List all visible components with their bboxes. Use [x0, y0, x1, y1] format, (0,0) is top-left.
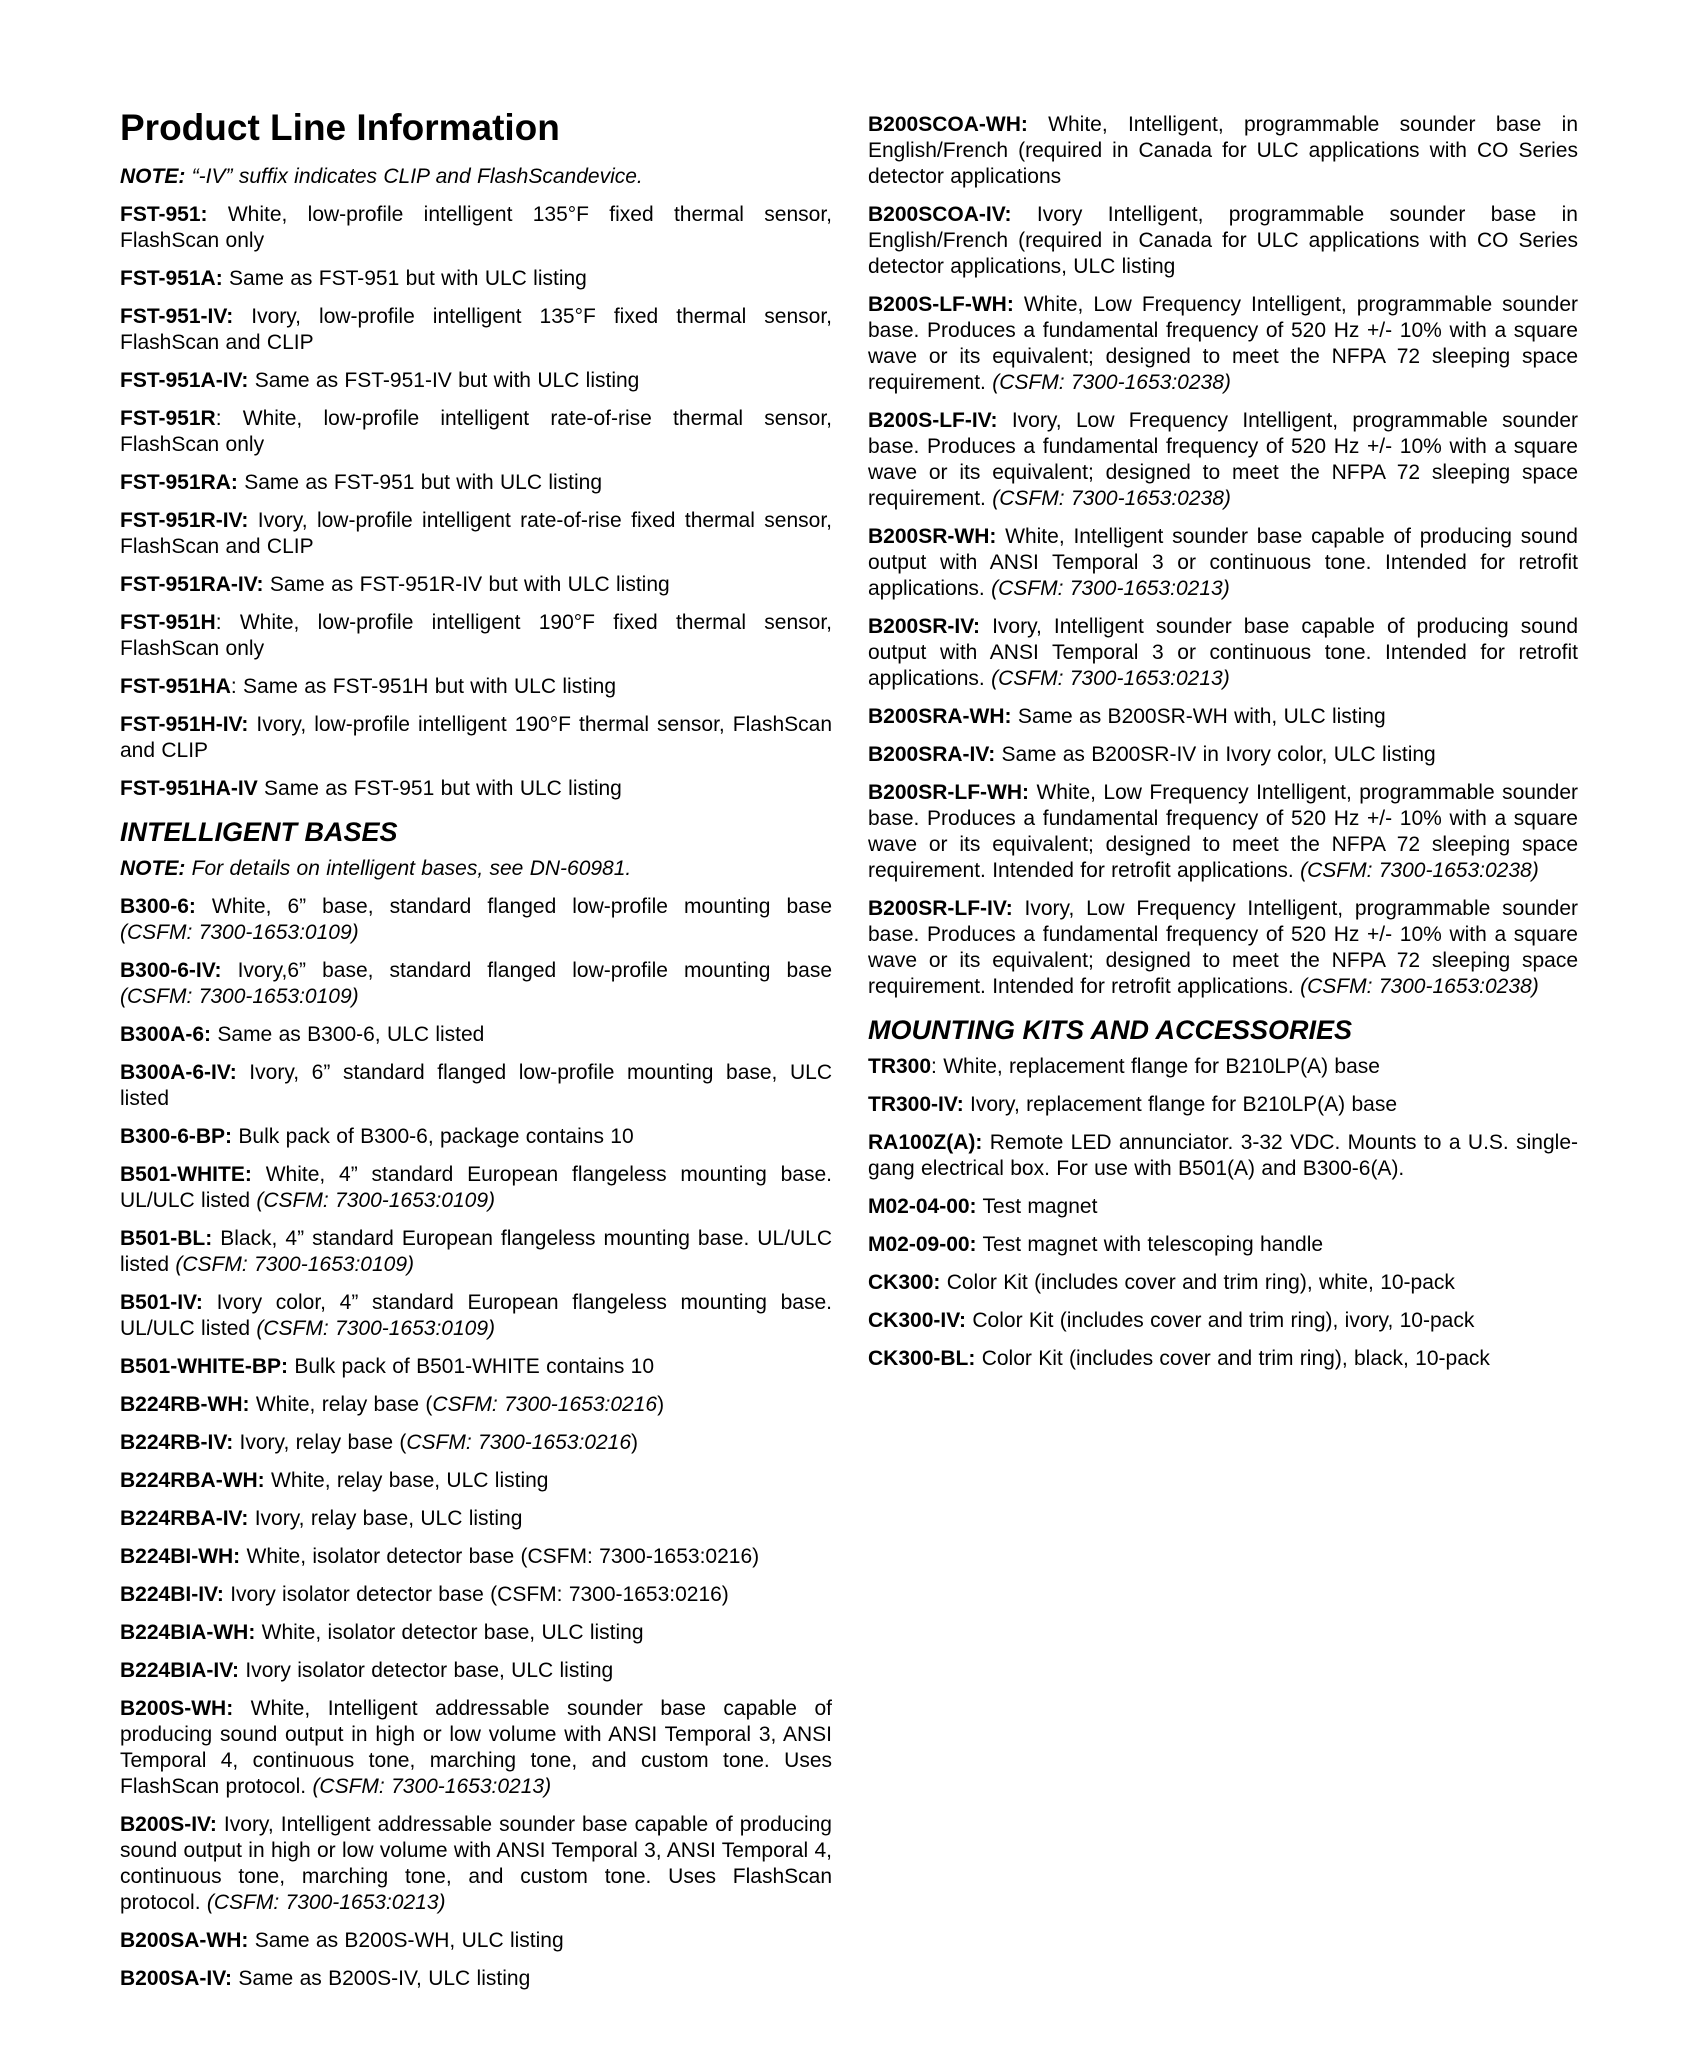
entry-label: B300-6-IV: [120, 959, 222, 982]
entry-label: B200S-WH: [120, 1697, 234, 1720]
entry-text: (CSFM: 7300-1653:0238) [1300, 859, 1539, 882]
product-entry [120, 958, 832, 1010]
entry-label: B300A-6-IV: [120, 1061, 237, 1084]
entry-text: (CSFM: 7300-1653:0213) [206, 1891, 446, 1914]
entry-label: TR300-IV: [868, 1093, 964, 1116]
entry-text: (CSFM: 7300-1653:0213) [991, 667, 1230, 690]
entry-text: ) [657, 1393, 665, 1416]
entry-label: M02-04-00: [868, 1195, 977, 1218]
entry-label: B200SR-LF-IV: [868, 897, 1013, 920]
entry-text: Ivory, Low Frequency Intelligent, programmable sounder base. Produces a fundamental frequency of 520 Hz +/- 10% with a square wave or its equivalent; designed to meet the NFPA 72 sleeping space requirement. [868, 409, 1578, 510]
entry-text: White, 6” base, standard flanged low-profile mounting base [195, 895, 832, 918]
entry-label: B200SA-IV: [120, 1967, 233, 1990]
entry-text: (CSFM: 7300-1653:0213) [312, 1775, 552, 1798]
product-entry [120, 610, 832, 662]
entry-text: Test magnet [976, 1195, 1098, 1218]
product-entry [120, 406, 832, 458]
entry-label: FST-951HA [120, 675, 231, 698]
entry-text: Ivory, Intelligent addressable sounder base capable of producing sound output in high or low volume with ANSI Temporal 3, ANSI Temporal 4, continuous tone, marching tone, and custom tone. Uses FlashScan protocol. [120, 1813, 832, 1914]
product-entry [120, 1468, 832, 1494]
entry-text: White, Low Frequency Intelligent, programmable sounder base. Produces a fundamental frequency of 520 Hz +/- 10% with a square wave or its equivalent; designed to meet the NFPA 72 sleeping space requirement. [868, 293, 1578, 394]
entry-label: B200S-IV: [120, 1813, 217, 1836]
entry-label: B224RBA-IV: [120, 1507, 249, 1530]
product-entry [120, 1506, 832, 1532]
product-entry [868, 1346, 1578, 1372]
entry-text: : White, low-profile intelligent 190°F fixed thermal sensor, FlashScan only [120, 611, 832, 660]
product-entry [120, 304, 832, 356]
entry-text: Bulk pack of B300-6, package contains 10 [232, 1125, 634, 1148]
note-entry [120, 164, 832, 190]
product-entry [868, 524, 1578, 602]
entry-label: FST-951R [120, 407, 216, 430]
entry-text: Test magnet with telescoping handle [976, 1233, 1324, 1256]
product-entry [868, 408, 1578, 512]
product-entry [868, 1270, 1578, 1296]
entry-text: Remote LED annunciator. 3-32 VDC. Mounts to a U.S. single-gang electrical box. For use with B501(A) and B300-6(A). [868, 1131, 1578, 1180]
product-entry [120, 1696, 832, 1800]
entry-text: White, Intelligent sounder base capable of producing sound output with ANSI Temporal 3 or continuous tone. Intended for retrofit applications. [868, 525, 1578, 600]
entry-label: B501-BL: [120, 1227, 213, 1250]
section-heading: MOUNTING KITS AND ACCESSORIES [868, 1015, 1353, 1045]
entry-text: : White, replacement flange for B210LP(A) base [931, 1055, 1380, 1078]
entry-text: Color Kit (includes cover and trim ring), white, 10-pack [940, 1271, 1455, 1294]
entry-label: B224BIA-IV: [120, 1659, 240, 1682]
entry-text: (CSFM: 7300-1653:0109) [175, 1253, 414, 1276]
entry-text: Black, 4” standard European flangeless mounting base. UL/ULC listed [120, 1227, 832, 1276]
entry-text: White, relay base, ULC listing [264, 1469, 549, 1492]
entry-label: B200S-LF-WH: [868, 293, 1014, 316]
entry-label: B200SR-LF-WH: [868, 781, 1029, 804]
entry-label: B200SR-WH: [868, 525, 997, 548]
product-entry [120, 1392, 832, 1418]
entry-text: Bulk pack of B501-WHITE contains 10 [288, 1355, 655, 1378]
entry-text: Same as B200SR-IV in Ivory color, ULC listing [995, 743, 1436, 766]
entry-text: White, relay base ( [249, 1393, 433, 1416]
entry-label: NOTE: [120, 165, 186, 188]
entry-text: Same as B200S-IV, ULC listing [232, 1967, 531, 1990]
entry-text: White, 4” standard European flangeless mounting base. UL/ULC listed [120, 1163, 832, 1212]
product-entry [120, 1544, 832, 1570]
product-entry [120, 266, 832, 292]
product-entry [868, 742, 1578, 768]
product-entry [120, 470, 832, 496]
product-entry [120, 1658, 832, 1684]
entry-text: (CSFM: 7300-1653:0109) [120, 985, 359, 1008]
entry-text: Same as FST-951 but with ULC listing [222, 267, 587, 290]
entry-label: CK300-BL: [868, 1347, 976, 1370]
product-entry [120, 1430, 832, 1456]
entry-label: FST-951RA: [120, 471, 238, 494]
entry-label: RA100Z(A): [868, 1131, 983, 1154]
product-entry [120, 368, 832, 394]
page-title: Product Line Information [120, 107, 560, 148]
product-entry [120, 1022, 832, 1048]
entry-label: FST-951RA-IV: [120, 573, 264, 596]
entry-text: White, isolator detector base, ULC listing [255, 1621, 644, 1644]
entry-label: CK300: [868, 1271, 941, 1294]
note-entry [120, 856, 832, 882]
entry-label: B224BI-IV: [120, 1583, 224, 1606]
product-entry [868, 202, 1578, 280]
entry-text: Same as B200S-WH, ULC listing [248, 1929, 564, 1952]
entry-label: B300-6-BP: [120, 1125, 233, 1148]
entry-text: Color Kit (includes cover and trim ring), black, 10-pack [975, 1347, 1490, 1370]
entry-text: White, Intelligent, programmable sounder base in English/French (required in Canada for ULC applications with CO Series detector applications [868, 113, 1578, 188]
entry-text: : Same as FST-951H but with ULC listing [230, 675, 617, 698]
product-entry [120, 1582, 832, 1608]
product-entry [868, 1130, 1578, 1182]
product-entry [868, 614, 1578, 692]
entry-text: Same as B200SR-WH with, ULC listing [1011, 705, 1386, 728]
entry-label: B200SRA-WH: [868, 705, 1012, 728]
entry-text: Color Kit (includes cover and trim ring), ivory, 10-pack [966, 1309, 1475, 1332]
entry-label: FST-951: [120, 203, 208, 226]
entry-text: Ivory, low-profile intelligent 190°F thermal sensor, FlashScan and CLIP [120, 713, 832, 762]
product-entry [120, 1226, 832, 1278]
entry-text: Ivory, low-profile intelligent 135°F fixed thermal sensor, FlashScan and CLIP [120, 305, 832, 354]
product-entry [120, 674, 832, 700]
entry-label: B224BI-WH: [120, 1545, 241, 1568]
entry-label: B300A-6: [120, 1023, 212, 1046]
entry-text: “-IV” suffix indicates CLIP and FlashScandevice. [185, 165, 643, 188]
entry-text: Ivory, low-profile intelligent rate-of-rise fixed thermal sensor, FlashScan and CLIP [120, 509, 832, 558]
product-entry [120, 1290, 832, 1342]
entry-text: White, Intelligent addressable sounder base capable of producing sound output in high or low volume with ANSI Temporal 3, ANSI Temporal 4, continuous tone, marching tone, and custom tone. Uses FlashScan protocol. [120, 1697, 832, 1798]
entry-label: B501-IV: [120, 1291, 203, 1314]
entry-label: B200SCOA-WH: [868, 113, 1028, 136]
entry-text: White, isolator detector base (CSFM: 7300-1653:0216) [240, 1545, 760, 1568]
entry-text: Ivory, replacement flange for B210LP(A) base [963, 1093, 1398, 1116]
entry-label: B501-WHITE-BP: [120, 1355, 289, 1378]
product-entry [120, 1966, 832, 1992]
entry-label: B200SRA-IV: [868, 743, 996, 766]
entry-text: Ivory, relay base ( [233, 1431, 407, 1454]
entry-text: (CSFM: 7300-1653:0238) [1300, 975, 1539, 998]
entry-label: B501-WHITE: [120, 1163, 252, 1186]
entry-label: B200S-LF-IV: [868, 409, 998, 432]
product-entry [868, 1194, 1578, 1220]
entry-text: White, Low Frequency Intelligent, programmable sounder base. Produces a fundamental frequency of 520 Hz +/- 10% with a square wave or its equivalent; designed to meet the NFPA 72 sleeping space requirement. Intended for retrofit applications. [868, 781, 1578, 882]
entry-label: FST-951H [120, 611, 216, 634]
product-entry [868, 112, 1578, 190]
entry-text: (CSFM: 7300-1653:0238) [992, 371, 1231, 394]
entry-text: (CSFM: 7300-1653:0109) [120, 921, 359, 944]
entry-text: For details on intelligent bases, see DN-60981. [185, 857, 632, 880]
product-entry [120, 508, 832, 560]
entry-text: White, low-profile intelligent 135°F fixed thermal sensor, FlashScan only [120, 203, 832, 252]
entry-text: Ivory isolator detector base, ULC listing [239, 1659, 614, 1682]
entry-text: Same as FST-951-IV but with ULC listing [248, 369, 640, 392]
entry-text: : White, low-profile intelligent rate-of-rise thermal sensor, FlashScan only [120, 407, 832, 456]
column-left [120, 106, 832, 2004]
entry-text: (CSFM: 7300-1653:0213) [991, 577, 1230, 600]
entry-label: FST-951H-IV: [120, 713, 249, 736]
entry-label: FST-951A: [120, 267, 223, 290]
entry-text: Ivory, 6” standard flanged low-profile mounting base, ULC listed [120, 1061, 832, 1110]
entry-text: Same as B300-6, ULC listed [211, 1023, 485, 1046]
product-entry [120, 1060, 832, 1112]
entry-label: B200SR-IV: [868, 615, 981, 638]
section-heading: INTELLIGENT BASES [120, 817, 398, 847]
entry-label: B224RBA-WH: [120, 1469, 265, 1492]
entry-label: TR300 [868, 1055, 932, 1078]
product-entry [120, 1928, 832, 1954]
product-entry [120, 202, 832, 254]
entry-label: B200SCOA-IV: [868, 203, 1012, 226]
entry-text: Ivory Intelligent, programmable sounder base in English/French (required in Canada for ULC applications with CO Series detector applications, ULC listing [868, 203, 1578, 278]
entry-text: (CSFM: 7300-1653:0238) [992, 487, 1231, 510]
product-entry [868, 896, 1578, 1000]
product-entry [120, 1124, 832, 1150]
product-entry [120, 1354, 832, 1380]
product-entry [868, 1308, 1578, 1334]
product-entry [120, 894, 832, 946]
entry-label: B224RB-IV: [120, 1431, 234, 1454]
entry-label: FST-951R-IV: [120, 509, 249, 532]
entry-text: CSFM: 7300-1653:0216 [406, 1431, 632, 1454]
product-entry [120, 712, 832, 764]
entry-label: NOTE: [120, 857, 186, 880]
entry-text: Same as FST-951 but with ULC listing [237, 471, 603, 494]
product-entry [868, 1092, 1578, 1118]
entry-label: B300-6: [120, 895, 196, 918]
entry-label: M02-09-00: [868, 1233, 977, 1256]
product-entry [868, 292, 1578, 396]
column-right [868, 112, 1578, 1384]
entry-label: FST-951-IV: [120, 305, 234, 328]
entry-text: (CSFM: 7300-1653:0109) [256, 1317, 496, 1340]
product-entry [868, 1232, 1578, 1258]
entry-text: Ivory color, 4” standard European flangeless mounting base. UL/ULC listed [120, 1291, 832, 1340]
entry-label: B200SA-WH: [120, 1929, 249, 1952]
product-entry [868, 704, 1578, 730]
entry-text: Ivory, relay base, ULC listing [248, 1507, 523, 1530]
entry-text: ) [631, 1431, 639, 1454]
entry-text: CSFM: 7300-1653:0216 [432, 1393, 658, 1416]
product-entry [120, 1620, 832, 1646]
product-entry [868, 1054, 1578, 1080]
entry-text: Same as FST-951 but with ULC listing [257, 777, 622, 800]
entry-label: FST-951A-IV: [120, 369, 249, 392]
product-entry [120, 572, 832, 598]
entry-text: Same as FST-951R-IV but with ULC listing [263, 573, 670, 596]
entry-text: (CSFM: 7300-1653:0109) [256, 1189, 496, 1212]
entry-text: Ivory, Low Frequency Intelligent, programmable sounder base. Produces a fundamental frequency of 520 Hz +/- 10% with a square wave or its equivalent; designed to meet the NFPA 72 sleeping space requirement. Intended for retrofit applications. [868, 897, 1578, 998]
entry-label: CK300-IV: [868, 1309, 967, 1332]
product-entry [120, 1812, 832, 1916]
entry-text: Ivory isolator detector base (CSFM: 7300-1653:0216) [223, 1583, 729, 1606]
entry-label: B224RB-WH: [120, 1393, 250, 1416]
entry-text: Ivory, Intelligent sounder base capable of producing sound output with ANSI Temporal 3 or continuous tone. Intended for retrofit applications. [868, 615, 1578, 690]
product-entry [120, 1162, 832, 1214]
product-entry [868, 780, 1578, 884]
entry-label: B224BIA-WH: [120, 1621, 256, 1644]
entry-text: Ivory,6” base, standard flanged low-profile mounting base [221, 959, 832, 982]
entry-label: FST-951HA-IV [120, 777, 258, 800]
product-entry [120, 776, 832, 802]
